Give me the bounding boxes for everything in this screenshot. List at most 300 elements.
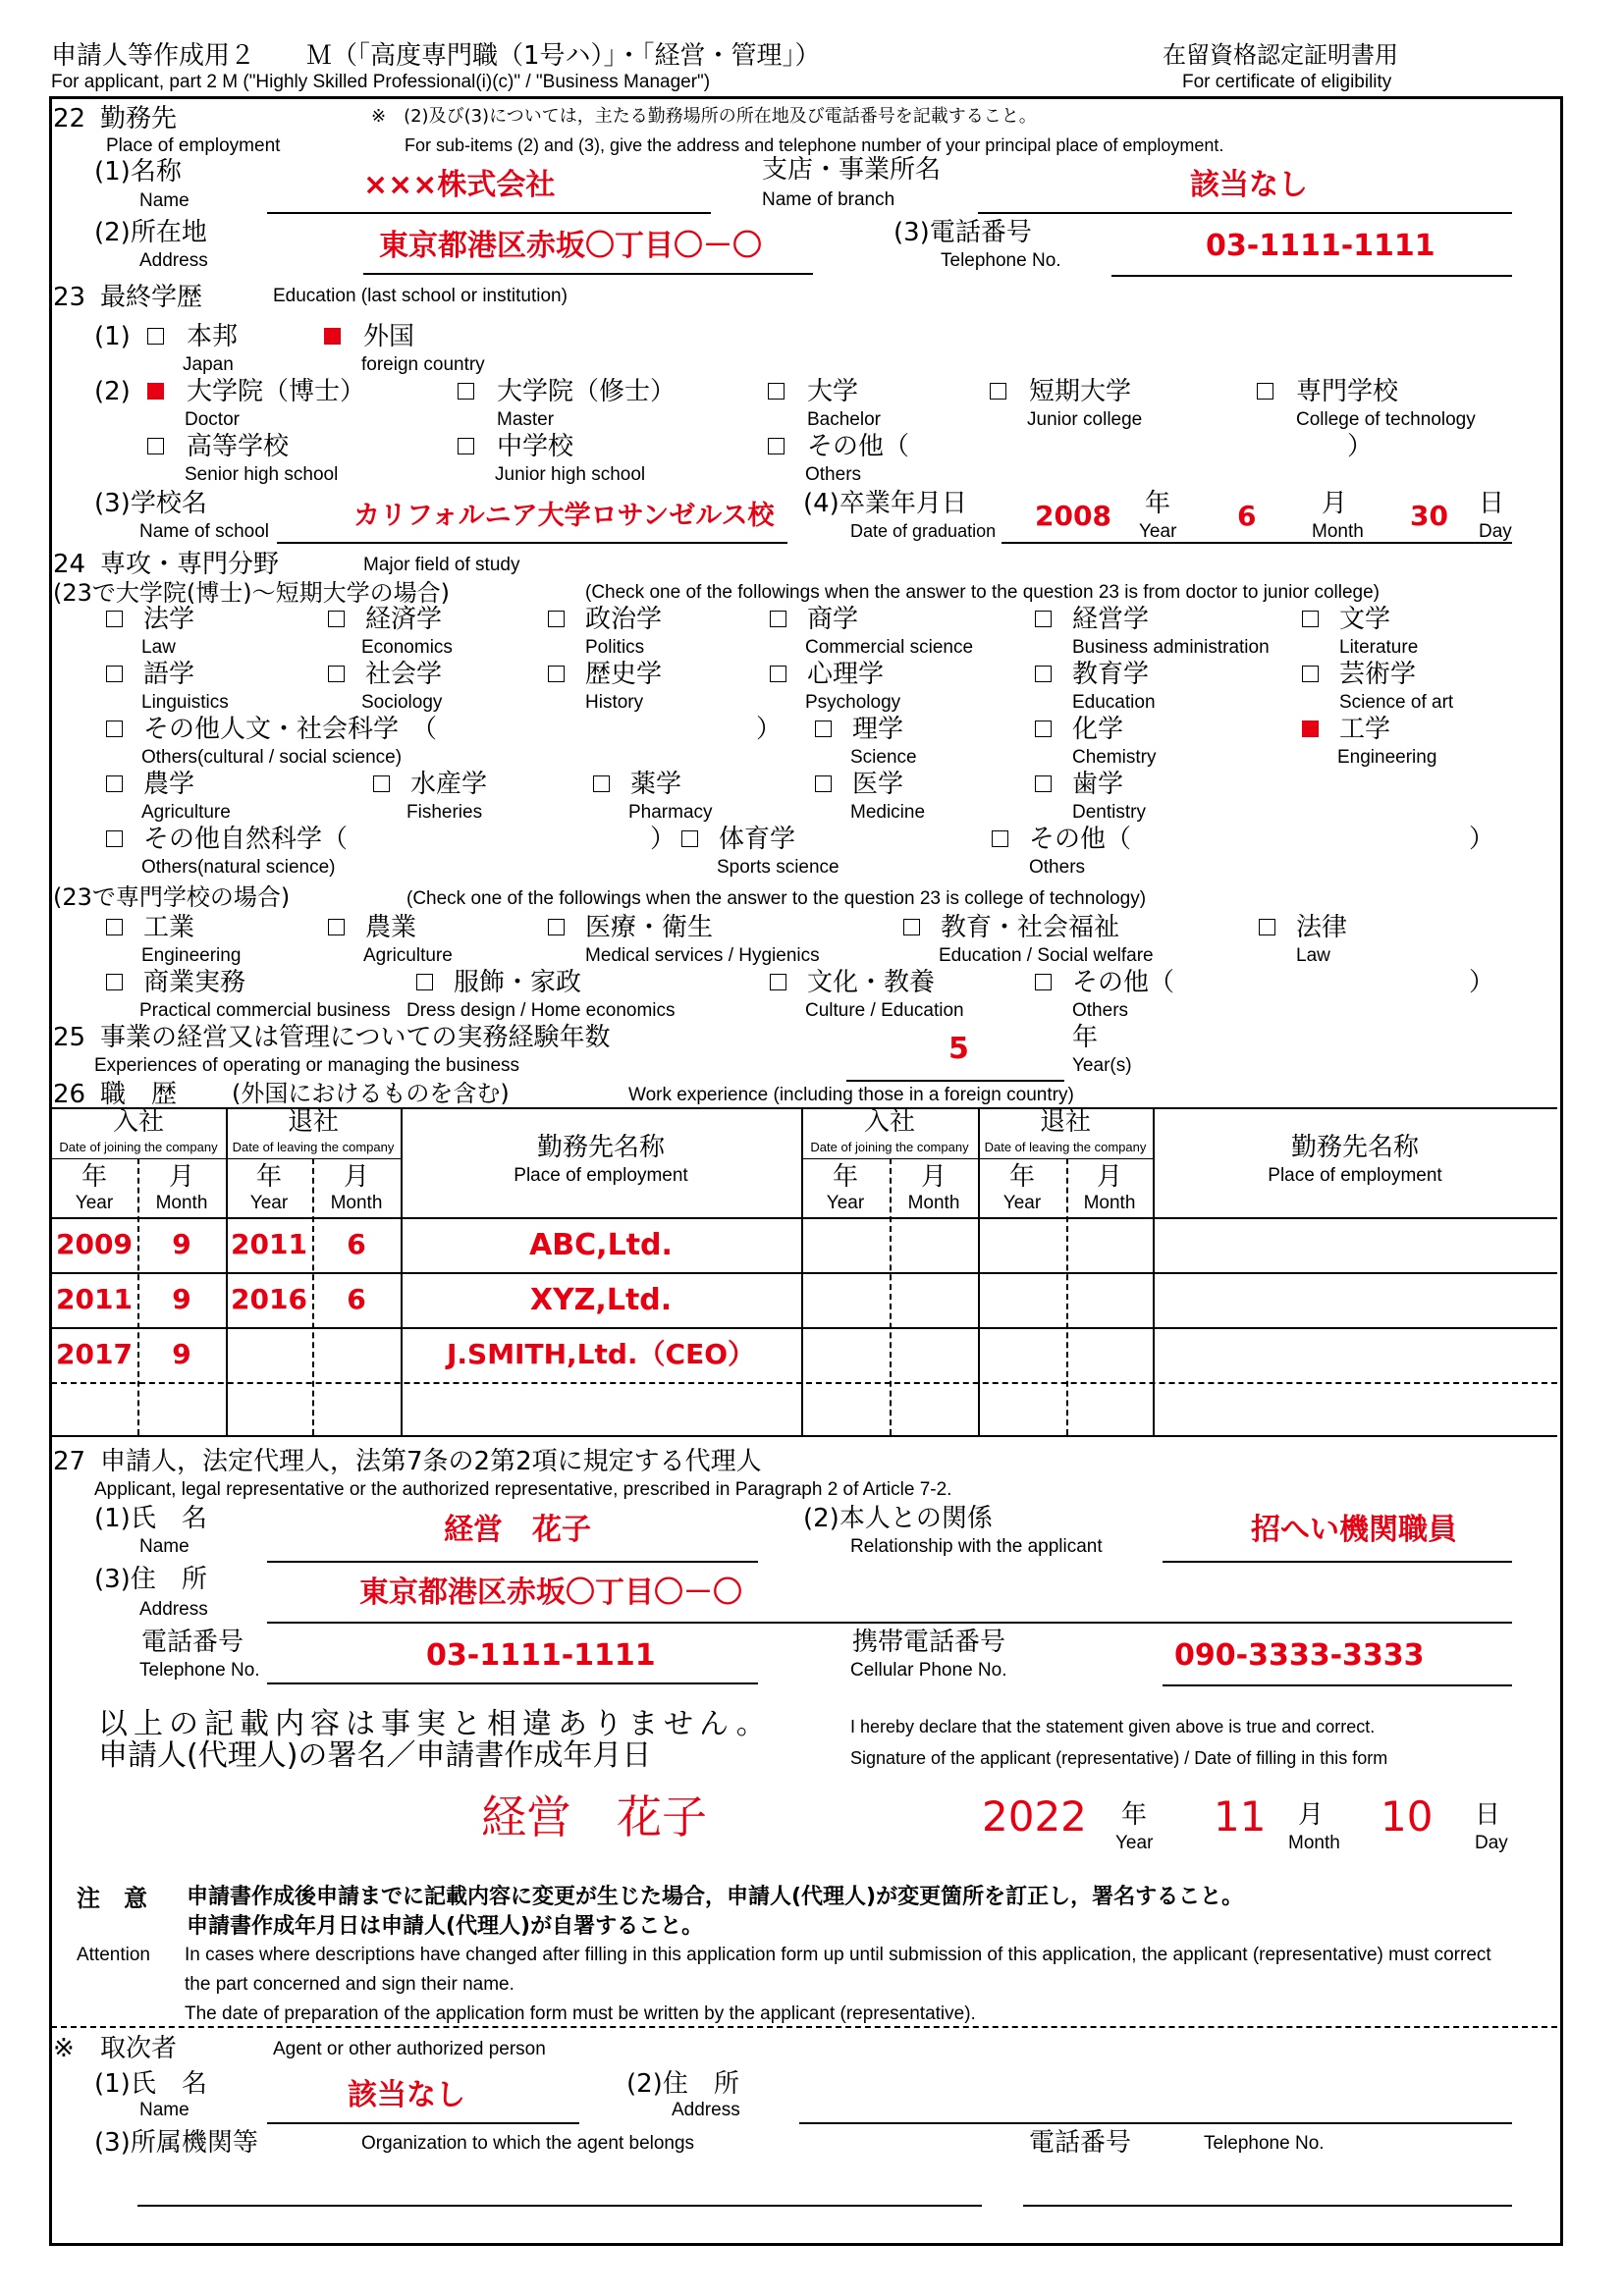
tech-college-label-en: College of technology	[1296, 409, 1476, 430]
form-purpose: 在留資格認定証明書用	[1163, 41, 1398, 69]
law-label: 法学	[143, 605, 195, 634]
t-agriculture-label: 農業	[365, 913, 417, 942]
work-table-head-bottom	[51, 1217, 1557, 1219]
t-engineering-checkbox[interactable]	[106, 919, 123, 935]
japan-label: 本邦	[187, 322, 239, 351]
politics-checkbox[interactable]	[548, 611, 565, 627]
s27-number: 27	[53, 1447, 86, 1476]
t-agriculture-label-en: Agriculture	[363, 945, 453, 966]
science-of-art-label-en: Science of art	[1339, 692, 1454, 713]
science-label-en: Science	[850, 747, 917, 768]
applicant-cell-label-en: Cellular Phone No.	[850, 1660, 1007, 1681]
row1-leave-year[interactable]: 2011	[231, 1228, 307, 1260]
agent-label-en: Agent or other authorized person	[273, 2039, 546, 2059]
employer-address-label-en: Address	[139, 250, 208, 271]
s22-note-en: For sub-items (2) and (3), give the address and telephone number of your principal place of employment.	[405, 135, 1224, 155]
business-admin-label-en: Business administration	[1072, 637, 1270, 658]
s22-note: ※ (2)及び(3)については，主たる勤務場所の所在地及び電話番号を記載すること。	[371, 106, 1037, 127]
declaration-jp-1: 以上の記載内容は事実と相違ありません。	[98, 1707, 772, 1741]
junior-college-label: 短期大学	[1029, 377, 1132, 406]
s24-number: 24	[53, 550, 86, 579]
literature-checkbox[interactable]	[1302, 611, 1319, 627]
senior-high-label: 高等学校	[187, 432, 290, 461]
dentistry-label: 歯学	[1072, 770, 1124, 799]
graduation-date-label-en: Date of graduation	[850, 521, 997, 541]
graduation-date-line	[1001, 542, 1512, 544]
applicant-name-label: (1)氏 名	[94, 1504, 207, 1533]
sociology-label-en: Sociology	[361, 692, 443, 713]
other-cultural-label: その他人文・社会科学 （	[143, 715, 438, 744]
other-school-checkbox[interactable]	[768, 438, 785, 454]
t-education-checkbox[interactable]	[903, 919, 920, 935]
other-school-label-en: Others	[805, 464, 862, 485]
business-admin-checkbox[interactable]	[1035, 611, 1052, 627]
sociology-checkbox[interactable]	[328, 666, 345, 682]
other-natural-close: ）	[650, 825, 677, 854]
sign-year-value[interactable]: 2022	[982, 1792, 1087, 1841]
foreign-label: 外国	[363, 322, 415, 351]
t-medical-label-en: Medical services / Hygienics	[585, 945, 820, 966]
t-law-checkbox[interactable]	[1259, 919, 1275, 935]
master-label: 大学院（修士）	[497, 377, 677, 406]
fisheries-checkbox[interactable]	[373, 775, 390, 792]
law-label-en: Law	[141, 637, 176, 658]
foreign-label-en: foreign country	[361, 354, 485, 375]
agent-org-line	[137, 2205, 982, 2207]
applicant-cell-label: 携帯電話番号	[852, 1628, 1006, 1657]
applicant-name-label-en: Name	[139, 1536, 189, 1557]
agent-address-line	[799, 2122, 1512, 2124]
politics-label: 政治学	[585, 605, 663, 634]
science-checkbox[interactable]	[815, 721, 832, 737]
s23-sub1: (1)	[94, 322, 131, 351]
other-natural-label: その他自然科学（	[143, 825, 349, 854]
form-title-en: For applicant, part 2 M ("Highly Skilled Professional(i)(c)" / "Business Manager")	[51, 72, 711, 92]
applicant-address-value[interactable]: 東京都港区赤坂〇丁目〇－〇	[359, 1575, 742, 1610]
t-agriculture-checkbox[interactable]	[328, 919, 345, 935]
declaration-en-1: I hereby declare that the statement given above is true and correct.	[850, 1717, 1376, 1736]
chemistry-label-en: Chemistry	[1072, 747, 1157, 768]
chemistry-checkbox[interactable]	[1035, 721, 1052, 737]
s26-label: 職 歴	[100, 1080, 178, 1109]
t-law-label-en: Law	[1296, 945, 1330, 966]
s27-label-en: Applicant, legal representative or the authorized representative, prescribed in Paragraph 2 of Article 7-2.	[94, 1479, 952, 1500]
sign-day-unit: 日	[1475, 1800, 1501, 1830]
work-col-join-leave-right	[978, 1107, 980, 1435]
branch-label-en: Name of branch	[762, 189, 895, 210]
place-header-en: Place of employment	[514, 1165, 688, 1186]
linguistics-label-en: Linguistics	[141, 692, 229, 713]
applicant-name-line	[267, 1561, 758, 1563]
row3-join-month[interactable]: 9	[172, 1338, 191, 1370]
commercial-label: 商学	[807, 605, 859, 634]
branch-value[interactable]: 該当なし	[1190, 168, 1308, 202]
row2-join-month[interactable]: 9	[172, 1283, 191, 1315]
employer-name-label-en: Name	[139, 190, 189, 211]
s25-number: 25	[53, 1023, 86, 1052]
linguistics-label: 語学	[143, 660, 195, 689]
other-field-label-en: Others	[1029, 857, 1086, 878]
applicant-tel-line	[267, 1682, 758, 1684]
applicant-name-value[interactable]: 経営 花子	[444, 1513, 591, 1547]
declaration-en-2: Signature of the applicant (representative) / Date of filling in this form	[850, 1748, 1388, 1768]
history-label: 歴史学	[585, 660, 663, 689]
sports-label-en: Sports science	[717, 857, 839, 878]
t-education-label-en: Education / Social welfare	[939, 945, 1154, 966]
engineering-checkbox-checked[interactable]	[1302, 721, 1319, 737]
attention-label: 注 意	[77, 1885, 147, 1912]
employer-address-line	[363, 273, 813, 275]
s22-label: 勤務先	[100, 104, 178, 133]
form-title: 申請人等作成用２ Ｍ（「高度専門職（1号ハ）」・「経営・管理」）	[51, 41, 821, 71]
agent-tel-line	[1023, 2205, 1512, 2207]
chemistry-label: 化学	[1072, 715, 1124, 744]
form-purpose-en: For certificate of eligibility	[1182, 72, 1392, 92]
pharmacy-label-en: Pharmacy	[628, 802, 713, 823]
declaration-jp-2: 申請人(代理人)の署名／申請書作成年月日	[98, 1738, 652, 1773]
employer-name-value[interactable]: ×××株式会社	[363, 168, 556, 202]
graduation-year-value[interactable]: 2008	[1035, 500, 1111, 532]
relationship-line	[1163, 1561, 1512, 1563]
t-medical-label: 医療・衛生	[585, 913, 714, 942]
senior-high-label-en: Senior high school	[185, 464, 339, 485]
applicant-cell-value[interactable]: 090-3333-3333	[1174, 1638, 1425, 1673]
join-header: 入社	[112, 1107, 164, 1137]
place-header-2: 勤務先名称	[1290, 1133, 1419, 1162]
junior-college-checkbox[interactable]	[990, 383, 1006, 400]
work-row-line-2	[51, 1327, 1557, 1329]
education-label-en: Education	[1072, 692, 1156, 713]
engineering-label: 工学	[1339, 715, 1391, 744]
applicant-address-line	[267, 1622, 1512, 1624]
join-header-en: Date of joining the company	[59, 1140, 218, 1154]
doctor-label-en: Doctor	[185, 409, 240, 430]
row2-leave-month[interactable]: 6	[347, 1283, 366, 1315]
other-field-close: ）	[1469, 825, 1495, 854]
sports-label: 体育学	[719, 825, 796, 854]
t-engineering-label: 工業	[143, 913, 195, 942]
work-col-mid	[801, 1107, 803, 1435]
s24-label-en: Major field of study	[363, 555, 520, 575]
japan-label-en: Japan	[183, 354, 234, 375]
leave-month-header-en: Month	[330, 1193, 383, 1213]
t-engineering-label-en: Engineering	[141, 945, 242, 966]
sociology-label: 社会学	[365, 660, 443, 689]
work-row-line-3	[51, 1382, 1557, 1384]
s22-label-en: Place of employment	[106, 135, 281, 156]
other-cultural-checkbox[interactable]	[106, 721, 123, 737]
agriculture-label: 農学	[143, 770, 195, 799]
agent-tel-label: 電話番号	[1029, 2128, 1132, 2158]
graduation-day-value[interactable]: 30	[1410, 500, 1448, 532]
s24-univ-note-en: (Check one of the followings when the answer to the question 23 is from doctor to junior college)	[585, 582, 1380, 603]
join-year-header-2-en: Year	[826, 1193, 865, 1213]
applicant-cell-line	[1163, 1684, 1512, 1686]
tech-college-label: 専門学校	[1296, 377, 1399, 406]
relationship-label: (2)本人との関係	[803, 1504, 993, 1533]
bachelor-checkbox[interactable]	[768, 383, 785, 400]
graduation-month-unit: 月	[1322, 489, 1348, 518]
leave-header-en: Date of leaving the company	[232, 1140, 395, 1154]
fisheries-label-en: Fisheries	[406, 802, 483, 823]
junior-high-checkbox[interactable]	[458, 438, 474, 454]
master-checkbox[interactable]	[458, 383, 474, 400]
t-culture-label-en: Culture / Education	[805, 1000, 964, 1021]
row1-join-year[interactable]: 2009	[56, 1228, 133, 1260]
sign-day-value[interactable]: 10	[1380, 1792, 1434, 1841]
sign-month-unit-en: Month	[1288, 1833, 1340, 1853]
s26-label-en: Work experience (including those in a foreign country)	[628, 1085, 1074, 1105]
employer-address-label: (2)所在地	[94, 218, 207, 247]
s23-number: 23	[53, 283, 86, 312]
attention-jp-1: 申請書作成後申請までに記載内容に変更が生じた場合，申請人(代理人)が変更箇所を訂正し，署名すること。	[187, 1885, 1244, 1909]
history-checkbox[interactable]	[548, 666, 565, 682]
attention-divider	[51, 2026, 1557, 2028]
t-law-label: 法律	[1296, 913, 1348, 942]
employer-name-label: (1)名称	[94, 157, 182, 187]
psychology-label-en: Psychology	[805, 692, 901, 713]
history-label-en: History	[585, 692, 644, 713]
relationship-value[interactable]: 招へい機関職員	[1251, 1513, 1457, 1547]
join-month-header-2: 月	[920, 1162, 947, 1192]
leave-header: 退社	[287, 1107, 339, 1137]
t-culture-checkbox[interactable]	[770, 974, 786, 990]
psychology-label: 心理学	[807, 660, 885, 689]
junior-high-label-en: Junior high school	[495, 464, 646, 485]
relationship-label-en: Relationship with the applicant	[850, 1536, 1103, 1557]
agent-name-line	[267, 2122, 579, 2124]
row1-leave-month[interactable]: 6	[347, 1228, 366, 1260]
master-label-en: Master	[497, 409, 555, 430]
t-dress-label-en: Dress design / Home economics	[406, 1000, 676, 1021]
medicine-label-en: Medicine	[850, 802, 926, 823]
dentistry-label-en: Dentistry	[1072, 802, 1146, 823]
sign-year-unit-en: Year	[1115, 1833, 1154, 1853]
s26-note: (外国におけるものを含む)	[232, 1080, 510, 1107]
graduation-year-unit: 年	[1145, 489, 1171, 518]
experience-years-unit: 年	[1072, 1023, 1099, 1052]
row2-leave-year[interactable]: 2016	[231, 1283, 307, 1315]
education-checkbox[interactable]	[1035, 666, 1052, 682]
economics-checkbox[interactable]	[328, 611, 345, 627]
junior-high-label: 中学校	[497, 432, 574, 461]
join-header-2: 入社	[863, 1107, 915, 1137]
other-natural-label-en: Others(natural science)	[141, 857, 336, 878]
agent-org-label-en: Organization to which the agent belongs	[361, 2133, 695, 2154]
doctor-label: 大学院（博士）	[187, 377, 366, 406]
agent-name-label: (1)氏 名	[94, 2069, 207, 2099]
leave-year-header-en: Year	[249, 1193, 289, 1213]
t-culture-label: 文化・教養	[807, 968, 936, 997]
t-commercial-label-en: Practical commercial business	[139, 1000, 391, 1021]
agriculture-checkbox[interactable]	[106, 775, 123, 792]
bachelor-label: 大学	[807, 377, 859, 406]
leave-month-header: 月	[343, 1162, 369, 1192]
t-dress-label: 服飾・家政	[454, 968, 582, 997]
engineering-label-en: Engineering	[1337, 747, 1437, 768]
science-of-art-label: 芸術学	[1339, 660, 1417, 689]
employer-tel-value[interactable]: 03-1111-1111	[1206, 229, 1435, 263]
t-commercial-label: 商業実務	[143, 968, 246, 997]
join-header-2-en: Date of joining the company	[810, 1140, 969, 1154]
join-month-header-en: Month	[155, 1193, 208, 1213]
s25-label: 事業の経営又は管理についての実務経験年数	[100, 1023, 611, 1052]
senior-high-checkbox[interactable]	[147, 438, 164, 454]
agent-tel-label-en: Telephone No.	[1204, 2133, 1325, 2154]
bachelor-label-en: Bachelor	[807, 409, 881, 430]
row2-join-year[interactable]: 2011	[56, 1283, 133, 1315]
school-name-value[interactable]: カリフォルニア大学ロサンゼルス校	[353, 501, 775, 531]
branch-line	[978, 212, 1512, 214]
leave-header-2: 退社	[1039, 1107, 1091, 1137]
t-other-checkbox[interactable]	[1035, 974, 1052, 990]
experience-years-unit-en: Year(s)	[1072, 1055, 1132, 1076]
place-header-2-en: Place of employment	[1268, 1165, 1442, 1186]
literature-label: 文学	[1339, 605, 1391, 634]
s23-label-en: Education (last school or institution)	[273, 286, 568, 306]
medicine-checkbox[interactable]	[815, 775, 832, 792]
sign-day-unit-en: Day	[1475, 1833, 1508, 1853]
employer-tel-label: (3)電話番号	[893, 218, 1032, 247]
applicant-tel-label: 電話番号	[141, 1628, 244, 1657]
attention-en-3: The date of preparation of the application form must be written by the applicant (representative).	[185, 2003, 976, 2024]
employer-tel-label-en: Telephone No.	[941, 250, 1061, 271]
law-checkbox[interactable]	[106, 611, 123, 627]
graduation-day-unit: 日	[1479, 489, 1505, 518]
row3-join-year[interactable]: 2017	[56, 1338, 133, 1370]
t-commercial-checkbox[interactable]	[106, 974, 123, 990]
doctor-checkbox-checked[interactable]	[147, 383, 164, 400]
t-dress-checkbox[interactable]	[416, 974, 433, 990]
dentistry-checkbox[interactable]	[1035, 775, 1052, 792]
agent-name-label-en: Name	[139, 2100, 189, 2120]
graduation-month-unit-en: Month	[1312, 521, 1364, 542]
experience-years-value[interactable]: 5	[948, 1032, 969, 1066]
t-medical-checkbox[interactable]	[548, 919, 565, 935]
agent-address-label: (2)住 所	[626, 2069, 739, 2099]
s25-label-en: Experiences of operating or managing the business	[94, 1055, 520, 1076]
foreign-checkbox-checked[interactable]	[324, 328, 341, 345]
s27-label: 申請人，法定代理人，法第7条の2第2項に規定する代理人	[100, 1447, 762, 1476]
other-field-checkbox[interactable]	[992, 830, 1008, 847]
leave-month-header-2-en: Month	[1083, 1193, 1136, 1213]
leave-header-2-en: Date of leaving the company	[984, 1140, 1147, 1154]
school-name-label-en: Name of school	[139, 521, 270, 542]
medicine-label: 医学	[852, 770, 904, 799]
row3-place[interactable]: J.SMITH,Ltd.（CEO）	[446, 1338, 756, 1370]
agriculture-label-en: Agriculture	[141, 802, 231, 823]
s24-label: 専攻・専門分野	[100, 550, 280, 579]
row2-place[interactable]: XYZ,Ltd.	[529, 1283, 673, 1317]
work-table-bottom	[51, 1435, 1557, 1437]
join-month-header-2-en: Month	[907, 1193, 960, 1213]
pharmacy-checkbox[interactable]	[593, 775, 610, 792]
row1-place[interactable]: ABC,Ltd.	[529, 1228, 673, 1262]
join-year-header-en: Year	[75, 1193, 114, 1213]
row1-join-month[interactable]: 9	[172, 1228, 191, 1260]
s22-number: 22	[53, 104, 86, 133]
leave-year-header-2-en: Year	[1002, 1193, 1042, 1213]
sign-month-value[interactable]: 11	[1214, 1792, 1267, 1841]
agent-org-label: (3)所属機関等	[94, 2128, 258, 2158]
s23-label: 最終学歴	[100, 283, 203, 312]
leave-year-header: 年	[255, 1162, 282, 1192]
attention-en-2: the part concerned and sign their name.	[185, 1974, 514, 1995]
other-field-label: その他（	[1029, 825, 1132, 854]
sports-checkbox[interactable]	[681, 830, 698, 847]
politics-label-en: Politics	[585, 637, 645, 658]
applicant-tel-label-en: Telephone No.	[139, 1660, 260, 1681]
fisheries-label: 水産学	[410, 770, 488, 799]
other-school-label: その他（	[807, 432, 910, 461]
leave-month-header-2: 月	[1096, 1162, 1122, 1192]
work-row-line-1	[51, 1272, 1557, 1274]
agent-address-label-en: Address	[672, 2100, 740, 2120]
graduation-year-unit-en: Year	[1139, 521, 1177, 542]
t-other-label: その他（	[1072, 968, 1175, 997]
business-admin-label: 経営学	[1072, 605, 1150, 634]
psychology-checkbox[interactable]	[770, 666, 786, 682]
agent-name-value[interactable]: 該当なし	[348, 2078, 465, 2112]
sign-year-unit: 年	[1121, 1800, 1148, 1830]
join-year-header: 年	[81, 1162, 107, 1192]
applicant-tel-value[interactable]: 03-1111-1111	[426, 1638, 656, 1673]
japan-checkbox[interactable]	[147, 328, 164, 345]
branch-label: 支店・事業所名	[762, 155, 942, 185]
place-header: 勤務先名称	[536, 1133, 665, 1162]
s24-univ-note: (23で大学院(博士)～短期大学の場合)	[53, 579, 450, 607]
school-name-label: (3)学校名	[94, 489, 207, 518]
join-month-header: 月	[168, 1162, 194, 1192]
commercial-checkbox[interactable]	[770, 611, 786, 627]
s24-tech-note: (23で専門学校の場合)	[53, 883, 291, 911]
sign-month-unit: 月	[1298, 1800, 1325, 1830]
experience-years-line	[846, 1080, 1064, 1082]
science-label: 理学	[852, 715, 904, 744]
attention-label-en: Attention	[77, 1945, 150, 1965]
attention-jp-2: 申請書作成年月日は申請人(代理人)が自署すること。	[187, 1914, 704, 1939]
employer-tel-line	[1111, 275, 1512, 277]
s24-tech-note-en: (Check one of the followings when the answer to the question 23 is college of technology)	[406, 888, 1147, 909]
employer-name-line	[267, 212, 711, 214]
graduation-month-value[interactable]: 6	[1237, 500, 1257, 532]
work-col-join-leave	[226, 1107, 228, 1435]
employer-address-value[interactable]: 東京都港区赤坂〇丁目〇－〇	[379, 229, 762, 263]
graduation-day-unit-en: Day	[1479, 521, 1512, 542]
linguistics-checkbox[interactable]	[106, 666, 123, 682]
graduation-date-label: (4)卒業年月日	[803, 489, 967, 518]
signature-value[interactable]: 経営 花子	[481, 1790, 707, 1843]
junior-college-label-en: Junior college	[1027, 409, 1143, 430]
commercial-label-en: Commercial science	[805, 637, 974, 658]
t-education-label: 教育・社会福祉	[941, 913, 1120, 942]
other-cultural-close: ）	[756, 715, 783, 744]
leave-year-header-2: 年	[1008, 1162, 1035, 1192]
applicant-address-label-en: Address	[139, 1599, 208, 1620]
attention-en-1: In cases where descriptions have changed after filling in this application form up until submission of this application, the applicant (representative) must correct	[185, 1945, 1491, 1965]
economics-label-en: Economics	[361, 637, 453, 658]
agent-mark: ※	[53, 2034, 75, 2063]
join-year-header-2: 年	[832, 1162, 858, 1192]
t-other-close: ）	[1469, 968, 1495, 997]
science-of-art-checkbox[interactable]	[1302, 666, 1319, 682]
tech-college-checkbox[interactable]	[1257, 383, 1273, 400]
economics-label: 経済学	[365, 605, 443, 634]
other-natural-checkbox[interactable]	[106, 830, 123, 847]
s23-sub2: (2)	[94, 377, 131, 406]
agent-label: 取次者	[100, 2034, 178, 2063]
education-label: 教育学	[1072, 660, 1150, 689]
